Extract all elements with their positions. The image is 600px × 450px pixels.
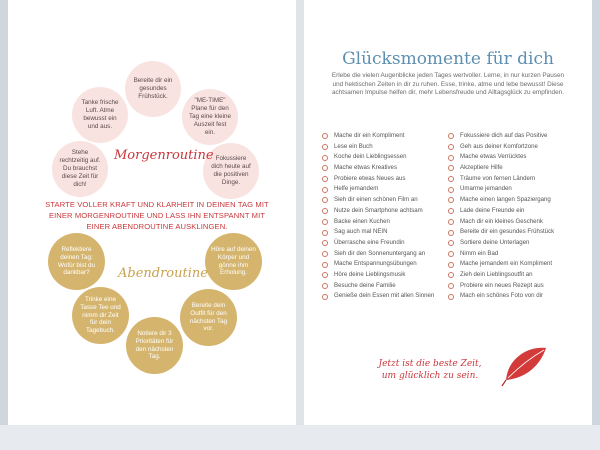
list-item: Genieße dein Essen mit allen Sinnen — [322, 291, 434, 302]
book-spine — [296, 0, 304, 450]
bullet-circle-icon — [448, 144, 454, 150]
list-item: Umarme jemanden — [448, 184, 554, 195]
page-title: Glücksmomente für dich — [342, 49, 554, 69]
quote-line-2: um glücklich zu sein. — [381, 371, 479, 382]
bullet-circle-icon — [322, 208, 328, 214]
bullet-circle-icon — [322, 240, 328, 246]
bullet-circle-icon — [448, 272, 454, 278]
bullet-circle-icon — [322, 176, 328, 182]
list-item: Mache jemandem ein Kompliment — [448, 259, 554, 270]
list-item: Mach ein schönes Foto von dir — [448, 291, 554, 302]
bullet-circle-icon — [322, 165, 328, 171]
page-shadow — [0, 425, 600, 450]
list-item: Mache einen langen Spaziergang — [448, 195, 554, 206]
list-item: Träume von fernen Ländern — [448, 174, 554, 185]
bullet-circle-icon — [322, 155, 328, 161]
list-item: Mache Entspannungsübungen — [322, 259, 434, 270]
bullet-circle-icon — [448, 219, 454, 225]
bullet-circle-icon — [322, 251, 328, 257]
list-item: Lade deine Freunde ein — [448, 206, 554, 217]
list-item: Besuche deine Familie — [322, 281, 434, 292]
morning-circle-2: "ME-TIME" Plane für den Tag eine kleine Auszeit fest ein. — [182, 89, 238, 145]
list-item: Nutze dein Smartphone achtsam — [322, 206, 434, 217]
morning-circle-5: Tanke frische Luft. Atme bewusst ein und aus. — [72, 87, 128, 143]
list-item: Lese ein Buch — [322, 142, 434, 153]
morning-label: Morgenroutine — [114, 148, 214, 163]
list-item: Mache dir ein Kompliment — [322, 131, 434, 142]
list-item: Probiere etwas Neues aus — [322, 174, 434, 185]
list-item: Sortiere deine Unterlagen — [448, 238, 554, 249]
list-item: Nimm ein Bad — [448, 249, 554, 260]
morning-circle-1: Bereite dir ein gesundes Frühstück. — [125, 61, 181, 117]
bullet-circle-icon — [448, 133, 454, 139]
bullet-circle-icon — [448, 283, 454, 289]
list-item: Mach dir ein kleines Geschenk — [448, 217, 554, 228]
bullet-circle-icon — [448, 176, 454, 182]
bullet-circle-icon — [448, 197, 454, 203]
quote — [340, 358, 520, 382]
bullet-circle-icon — [448, 251, 454, 257]
list-item: Mache etwas Kreatives — [322, 163, 434, 174]
list-item: Bereite dir ein gesundes Frühstück — [448, 227, 554, 238]
morning-circle-3: Fokussiere dich heute auf die positiven Dinge. — [203, 143, 259, 199]
bullet-circle-icon — [448, 208, 454, 214]
bullet-circle-icon — [448, 230, 454, 236]
evening-circle-1: Reflektiere deinen Tag: Wofür bist du dankbar? — [48, 233, 105, 290]
bullet-circle-icon — [448, 155, 454, 161]
list-item: Sieh dir einen schönen Film an — [322, 195, 434, 206]
list-item: Fokussiere dich auf das Positive — [448, 131, 554, 142]
list-item: Zieh dein Lieblingsoutfit an — [448, 270, 554, 281]
bullet-circle-icon — [448, 165, 454, 171]
list-item: Probiere ein neues Rezept aus — [448, 281, 554, 292]
list-item: Sieh dir den Sonnenuntergang an — [322, 249, 434, 260]
bullet-circle-icon — [322, 262, 328, 268]
headline: STARTE VOLLER KRAFT UND KLARHEIT IN DEINEN TAG MIT EINER MORGENROUTINE UND LASS IHN ENTSPANNT MIT EINER ABENDROUTINE AUSKLINGEN. — [45, 200, 269, 231]
bullet-circle-icon — [322, 197, 328, 203]
bullet-circle-icon — [448, 294, 454, 300]
evening-circle-4: Bereite dein Outfit für den nächsten Tag vor. — [180, 289, 237, 346]
morning-circle-4: Stehe rechtzeitig auf. Du brauchst diese Zeit für dich! — [52, 141, 108, 197]
list-item: Helfe jemandem — [322, 184, 434, 195]
bullet-circle-icon — [322, 133, 328, 139]
evening-circle-5: Notiere dir 3 Prioritäten für den nächsten Tag. — [126, 317, 183, 374]
bullet-circle-icon — [448, 240, 454, 246]
bullet-circle-icon — [322, 294, 328, 300]
leaf-icon — [500, 340, 550, 390]
list-item: Mache etwas Verrücktes — [448, 152, 554, 163]
bullet-circle-icon — [322, 144, 328, 150]
quote-line-1: Jetzt ist die beste Zeit, — [378, 359, 482, 369]
bullet-circle-icon — [322, 283, 328, 289]
bullet-circle-icon — [322, 187, 328, 193]
evening-label: Abendroutine — [118, 266, 208, 281]
intro-text: Erlebe die vielen Augenblicke jeden Tages wertvoller. Lerne, in nur kurzen Pausen und hektischen Zeiten in dir zu ruhen. Esse, trinke, atme und lebe bewusst! Diese achtsamen Impulse helfen dir, mehr Lebensfreude und Alltagsglück zu empfinden. — [331, 72, 565, 97]
evening-circle-3: Trinke eine Tasse Tee und nimm dir Zeit für dein Tagebuch. — [72, 287, 129, 344]
bullet-circle-icon — [322, 230, 328, 236]
bullet-circle-icon — [448, 262, 454, 268]
evening-circle-2: Höre auf deinen Körper und gönne ihm Erholung. — [205, 233, 262, 290]
bullet-circle-icon — [322, 272, 328, 278]
list-item: Koche dein Lieblingsessen — [322, 152, 434, 163]
happiness-list-left — [322, 131, 434, 302]
list-item: Akzeptiere Hilfe — [448, 163, 554, 174]
list-item: Geh aus deiner Komfortzone — [448, 142, 554, 153]
list-item: Sag auch mal NEIN — [322, 227, 434, 238]
bullet-circle-icon — [448, 187, 454, 193]
list-item: Backe einen Kuchen — [322, 217, 434, 228]
bullet-circle-icon — [322, 219, 328, 225]
list-item: Höre deine Lieblingsmusik — [322, 270, 434, 281]
list-item: Überrasche eine Freundin — [322, 238, 434, 249]
happiness-list-right — [448, 131, 554, 302]
